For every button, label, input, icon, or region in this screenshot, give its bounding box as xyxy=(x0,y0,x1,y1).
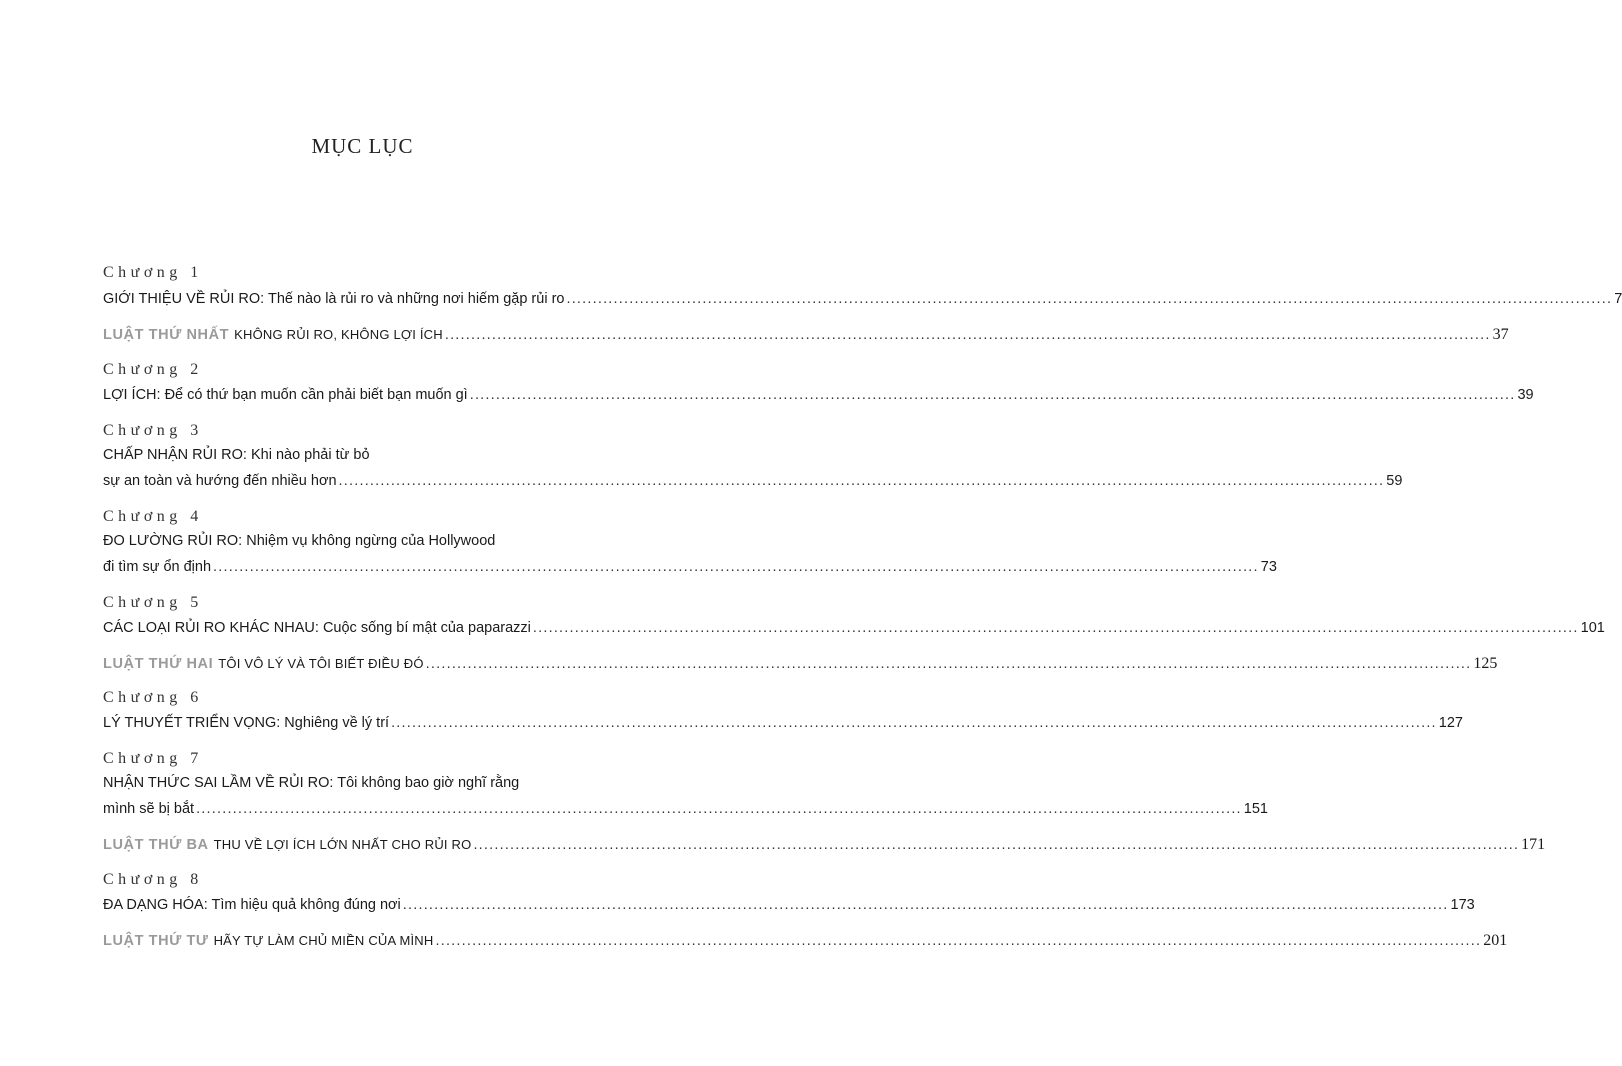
entry-title: GIỚI THIỆU VỀ RỦI RO: Thế nào là rủi ro và những nơi hiếm gặp rủi ro xyxy=(103,291,565,307)
toc-entry-law-1[interactable] xyxy=(103,326,1509,344)
toc-entry-law-3[interactable] xyxy=(103,836,1546,854)
dot-leader xyxy=(196,801,1242,817)
entry-title: sự an toàn và hướng đến nhiều hơn xyxy=(103,473,337,489)
toc-entry-law-2[interactable] xyxy=(103,655,1498,673)
toc-entry-law-4[interactable] xyxy=(103,932,1508,950)
page-number: 101 xyxy=(1580,620,1605,636)
page-number: 73 xyxy=(1260,559,1277,575)
chapter-3-label: Chương 3 xyxy=(103,422,203,439)
law-label: LUẬT THỨ BA xyxy=(103,837,209,853)
entry-title: ĐA DẠNG HÓA: Tìm hiệu quả không đúng nơi xyxy=(103,897,401,913)
dot-leader xyxy=(391,715,1437,731)
entry-title: THU VỀ LỢI ÍCH LỚN NHẤT CHO RỦI RO xyxy=(213,837,472,852)
page-number: 127 xyxy=(1438,715,1463,731)
dot-leader xyxy=(473,837,1519,853)
entry-title-line-1[interactable]: CHẤP NHẬN RỦI RO: Khi nào phải từ bỏ xyxy=(103,447,370,463)
page-number: 201 xyxy=(1483,932,1508,949)
entry-title: TÔI VÔ LÝ VÀ TÔI BIẾT ĐIỀU ĐÓ xyxy=(218,656,424,671)
page-number: 151 xyxy=(1243,801,1268,817)
dot-leader xyxy=(403,897,1449,913)
entry-title: đi tìm sự ổn định xyxy=(103,559,212,575)
entry-title: KHÔNG RỦI RO, KHÔNG LỢI ÍCH xyxy=(234,327,443,342)
entry-title-line-1[interactable]: NHẬN THỨC SAI LẦM VỀ RỦI RO: Tôi không bao giờ nghĩ rằng xyxy=(103,775,520,791)
law-label: LUẬT THỨ TƯ xyxy=(103,933,209,949)
entry-title: LÝ THUYẾT TRIỂN VỌNG: Nghiêng về lý trí xyxy=(103,715,390,731)
toc-entry-chapter-3[interactable] xyxy=(103,473,1403,489)
law-label: LUẬT THỨ HAI xyxy=(103,656,214,672)
page-number: 59 xyxy=(1386,473,1403,489)
toc-entry-chapter-5[interactable] xyxy=(103,620,1605,636)
chapter-7-label: Chương 7 xyxy=(103,750,203,767)
page-number: 7 xyxy=(1614,291,1622,307)
page-number: 125 xyxy=(1473,655,1498,672)
page-number: 173 xyxy=(1450,897,1475,913)
chapter-2-label: Chương 2 xyxy=(103,361,203,378)
chapter-1-label: Chương 1 xyxy=(103,264,203,281)
dot-leader xyxy=(566,291,1612,307)
chapter-5-label: Chương 5 xyxy=(103,594,203,611)
page-title: MỤC LỤC xyxy=(311,134,414,158)
dot-leader xyxy=(426,656,1472,672)
dot-leader xyxy=(213,559,1259,575)
dot-leader xyxy=(339,473,1385,489)
law-label: LUẬT THỨ NHẤT xyxy=(103,327,230,343)
entry-title-line-1[interactable]: ĐO LƯỜNG RỦI RO: Nhiệm vụ không ngừng của Hollywood xyxy=(103,533,496,549)
toc-entry-chapter-4[interactable] xyxy=(103,559,1277,575)
entry-title: CÁC LOẠI RỦI RO KHÁC NHAU: Cuộc sống bí mật của paparazzi xyxy=(103,620,531,636)
page-number: 37 xyxy=(1492,326,1509,343)
chapter-4-label: Chương 4 xyxy=(103,508,203,525)
toc-entry-chapter-2[interactable] xyxy=(103,387,1534,403)
toc-entry-chapter-7[interactable] xyxy=(103,801,1268,817)
toc-entry-chapter-8[interactable] xyxy=(103,897,1475,913)
entry-title: mình sẽ bị bắt xyxy=(103,801,195,817)
dot-leader xyxy=(435,933,1481,949)
toc-entry-chapter-1[interactable] xyxy=(103,291,1622,307)
dot-leader xyxy=(533,620,1579,636)
chapter-8-label: Chương 8 xyxy=(103,871,203,888)
dot-leader xyxy=(470,387,1516,403)
chapter-6-label: Chương 6 xyxy=(103,689,203,706)
entry-title: LỢI ÍCH: Để có thứ bạn muốn cần phải biết bạn muốn gì xyxy=(103,387,468,403)
entry-title: HÃY TỰ LÀM CHỦ MIỀN CỦA MÌNH xyxy=(213,933,434,948)
dot-leader xyxy=(445,327,1491,343)
toc-entry-chapter-6[interactable] xyxy=(103,715,1463,731)
page-number: 39 xyxy=(1517,387,1534,403)
page-number: 171 xyxy=(1521,836,1546,853)
